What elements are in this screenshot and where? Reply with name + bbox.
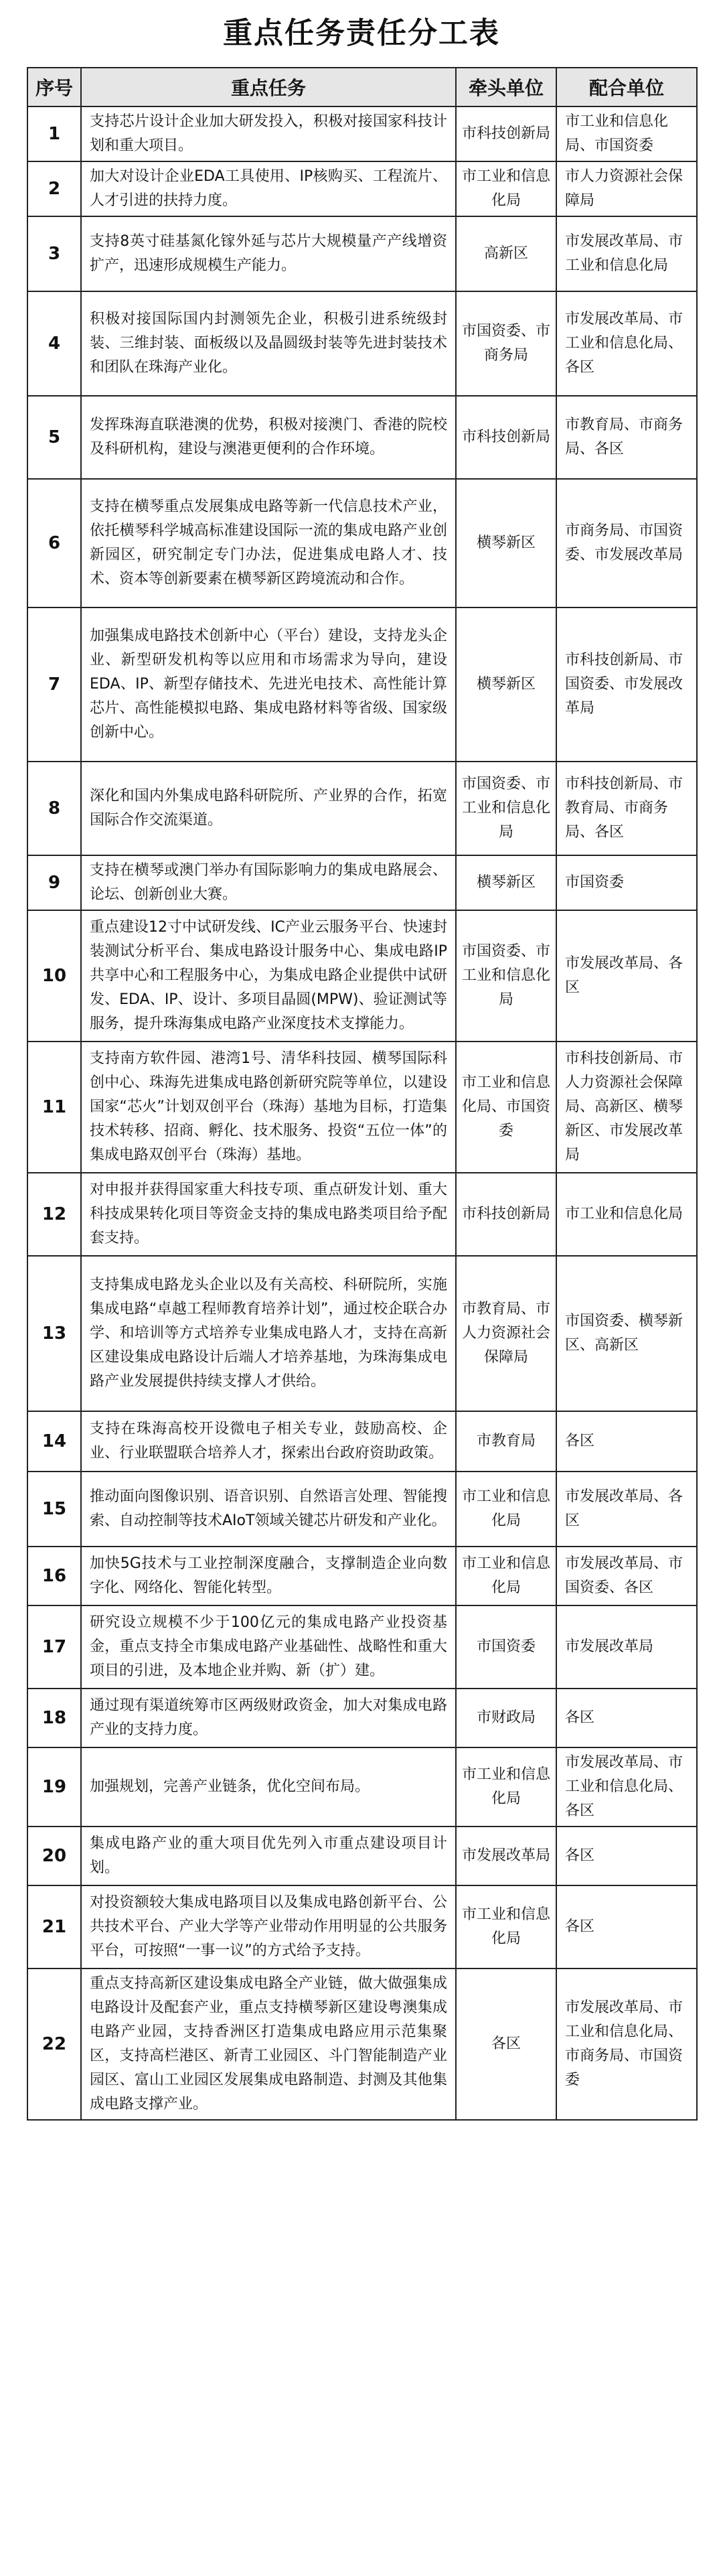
table-row [27, 1256, 697, 1411]
table-body [27, 106, 697, 2120]
lead-unit-cell: 市发展改革局 [456, 1827, 556, 1885]
table-row [27, 106, 697, 161]
lead-unit-cell: 市财政局 [456, 1689, 556, 1747]
coop-unit-cell: 各区 [556, 1885, 697, 1969]
row-number: 21 [27, 1885, 81, 1969]
coop-unit-cell: 市发展改革局 [556, 1605, 697, 1689]
table-row [27, 1827, 697, 1885]
table-row [27, 1173, 697, 1256]
table-row [27, 396, 697, 479]
task-cell: 重点支持高新区建设集成电路全产业链，做大做强集成电路设计及配套产业，重点支持横琴新区建设粤澳集成电路产业园，支持香洲区打造集成电路应用示范集聚区，支持高栏港区、新青工业园区、斗门智能制造产业园区、富山工业园区发展集成电路制造、封测及其他集成电路支撑产业。 [81, 1969, 456, 2120]
coop-unit-cell: 各区 [556, 1827, 697, 1885]
task-cell: 加强集成电路技术创新中心（平台）建设，支持龙头企业、新型研发机构等以应用和市场需求为导向，建设EDA、IP、新型存储技术、先进光电技术、高性能计算芯片、高性能模拟电路、集成电路材料等省级、国家级创新中心。 [81, 607, 456, 762]
coop-unit-cell: 市发展改革局、各区 [556, 910, 697, 1042]
coop-unit-cell: 市工业和信息化局、市国资委 [556, 106, 697, 161]
coop-unit-cell: 市科技创新局、市人力资源社会保障局、高新区、横琴新区、市发展改革局 [556, 1042, 697, 1173]
row-number: 17 [27, 1605, 81, 1689]
page-title: 重点任务责任分工表 [223, 16, 500, 50]
coop-unit-cell: 市发展改革局、市国资委、各区 [556, 1547, 697, 1605]
coop-unit-cell: 市教育局、市商务局、各区 [556, 396, 697, 479]
task-cell: 推动面向图像识别、语音识别、自然语言处理、智能搜索、自动控制等技术AIoT领域关键芯片研发和产业化。 [81, 1472, 456, 1547]
task-cell: 研究设立规模不少于100亿元的集成电路产业投资基金，重点支持全市集成电路产业基础性、战略性和重大项目的引进，及本地企业并购、新（扩）建。 [81, 1605, 456, 1689]
table-row [27, 607, 697, 762]
responsibility-table [27, 67, 698, 2121]
lead-unit-cell: 市科技创新局 [456, 1173, 556, 1256]
lead-unit-cell: 市工业和信息化局 [456, 1472, 556, 1547]
task-cell: 集成电路产业的重大项目优先列入市重点建设项目计划。 [81, 1827, 456, 1885]
coop-unit-cell: 各区 [556, 1689, 697, 1747]
header-task: 重点任务 [81, 68, 456, 106]
row-number: 12 [27, 1173, 81, 1256]
task-cell: 支持芯片设计企业加大研发投入，积极对接国家科技计划和重大项目。 [81, 106, 456, 161]
row-number: 22 [27, 1969, 81, 2120]
row-number: 14 [27, 1411, 81, 1472]
task-cell: 加大对设计企业EDA工具使用、IP核购买、工程流片、人才引进的扶持力度。 [81, 161, 456, 216]
table-row [27, 1042, 697, 1173]
coop-unit-cell: 市发展改革局、市工业和信息化局、各区 [556, 291, 697, 396]
lead-unit-cell: 市国资委、市商务局 [456, 291, 556, 396]
row-number: 2 [27, 161, 81, 216]
table-row [27, 1547, 697, 1605]
table-row [27, 1472, 697, 1547]
row-number: 4 [27, 291, 81, 396]
coop-unit-cell: 市发展改革局、市工业和信息化局 [556, 216, 697, 291]
lead-unit-cell: 横琴新区 [456, 479, 556, 607]
row-number: 3 [27, 216, 81, 291]
task-cell: 支持在横琴重点发展集成电路等新一代信息技术产业，依托横琴科学城高标准建设国际一流的集成电路产业创新园区，研究制定专门办法，促进集成电路人才、技术、资本等创新要素在横琴新区跨境流动和合作。 [81, 479, 456, 607]
row-number: 10 [27, 910, 81, 1042]
header-coop: 配合单位 [556, 68, 697, 106]
lead-unit-cell: 高新区 [456, 216, 556, 291]
task-cell: 通过现有渠道统筹市区两级财政资金，加大对集成电路产业的支持力度。 [81, 1689, 456, 1747]
coop-unit-cell: 市发展改革局、市工业和信息化局、市商务局、市国资委 [556, 1969, 697, 2120]
table-row [27, 910, 697, 1042]
row-number: 11 [27, 1042, 81, 1173]
row-number: 20 [27, 1827, 81, 1885]
coop-unit-cell: 市工业和信息化局 [556, 1173, 697, 1256]
lead-unit-cell: 横琴新区 [456, 607, 556, 762]
table-row [27, 1747, 697, 1827]
task-cell: 支持集成电路龙头企业以及有关高校、科研院所，实施集成电路“卓越工程师教育培养计划”，通过校企联合办学、和培训等方式培养专业集成电路人才，支持在高新区建设集成电路设计后端人才培养基地，为珠海集成电路产业发展提供持续支撑人才供给。 [81, 1256, 456, 1411]
header-lead: 牵头单位 [456, 68, 556, 106]
lead-unit-cell: 市教育局 [456, 1411, 556, 1472]
coop-unit-cell: 市人力资源社会保障局 [556, 161, 697, 216]
lead-unit-cell: 各区 [456, 1969, 556, 2120]
task-cell: 支持在横琴或澳门举办有国际影响力的集成电路展会、论坛、创新创业大赛。 [81, 855, 456, 910]
table-row [27, 1969, 697, 2120]
row-number: 18 [27, 1689, 81, 1747]
lead-unit-cell: 市工业和信息化局、市国资委 [456, 1042, 556, 1173]
table-row [27, 1885, 697, 1969]
coop-unit-cell: 市国资委 [556, 855, 697, 910]
lead-unit-cell: 市国资委、市工业和信息化局 [456, 910, 556, 1042]
coop-unit-cell: 市商务局、市国资委、市发展改革局 [556, 479, 697, 607]
task-cell: 支持南方软件园、港湾1号、清华科技园、横琴国际科创中心、珠海先进集成电路创新研究院等单位，以建设国家“芯火”计划双创平台（珠海）基地为目标，打造集技术转移、招商、孵化、技术服务、投资“五位一体”的集成电路双创平台（珠海）基地。 [81, 1042, 456, 1173]
table-row [27, 216, 697, 291]
row-number: 1 [27, 106, 81, 161]
lead-unit-cell: 市国资委 [456, 1605, 556, 1689]
row-number: 9 [27, 855, 81, 910]
header-no: 序号 [27, 68, 81, 106]
row-number: 13 [27, 1256, 81, 1411]
task-cell: 积极对接国际国内封测领先企业，积极引进系统级封装、三维封装、面板级以及晶圆级封装等先进封装技术和团队在珠海产业化。 [81, 291, 456, 396]
table-header [27, 68, 697, 106]
task-cell: 加快5G技术与工业控制深度融合，支撑制造企业向数字化、网络化、智能化转型。 [81, 1547, 456, 1605]
lead-unit-cell: 横琴新区 [456, 855, 556, 910]
coop-unit-cell: 市科技创新局、市国资委、市发展改革局 [556, 607, 697, 762]
table-row [27, 1411, 697, 1472]
table-row [27, 291, 697, 396]
lead-unit-cell: 市科技创新局 [456, 396, 556, 479]
row-number: 16 [27, 1547, 81, 1605]
task-cell: 重点建设12寸中试研发线、IC产业云服务平台、快速封装测试分析平台、集成电路设计服务中心、集成电路IP共享中心和工程服务中心，为集成电路企业提供中试研发、EDA、IP、设计、多项目晶圆(MPW)、验证测试等服务，提升珠海集成电路产业深度技术支撑能力。 [81, 910, 456, 1042]
coop-unit-cell: 市科技创新局、市教育局、市商务局、各区 [556, 762, 697, 855]
row-number: 7 [27, 607, 81, 762]
lead-unit-cell: 市工业和信息化局 [456, 161, 556, 216]
task-cell: 支持8英寸硅基氮化镓外延与芯片大规模量产产线增资扩产，迅速形成规模生产能力。 [81, 216, 456, 291]
lead-unit-cell: 市国资委、市工业和信息化局 [456, 762, 556, 855]
table-row [27, 161, 697, 216]
coop-unit-cell: 市发展改革局、各区 [556, 1472, 697, 1547]
task-cell: 对申报并获得国家重大科技专项、重点研发计划、重大科技成果转化项目等资金支持的集成电路类项目给予配套支持。 [81, 1173, 456, 1256]
task-cell: 加强规划，完善产业链条，优化空间布局。 [81, 1747, 456, 1827]
task-cell: 深化和国内外集成电路科研院所、产业界的合作，拓宽国际合作交流渠道。 [81, 762, 456, 855]
table-row [27, 855, 697, 910]
table-row [27, 1689, 697, 1747]
task-cell: 支持在珠海高校开设微电子相关专业，鼓励高校、企业、行业联盟联合培养人才，探索出台政府资助政策。 [81, 1411, 456, 1472]
coop-unit-cell: 市发展改革局、市工业和信息化局、各区 [556, 1747, 697, 1827]
lead-unit-cell: 市科技创新局 [456, 106, 556, 161]
table-row [27, 762, 697, 855]
lead-unit-cell: 市工业和信息化局 [456, 1747, 556, 1827]
table-header-row [27, 68, 697, 106]
lead-unit-cell: 市工业和信息化局 [456, 1547, 556, 1605]
table-row [27, 1605, 697, 1689]
row-number: 8 [27, 762, 81, 855]
coop-unit-cell: 各区 [556, 1411, 697, 1472]
row-number: 6 [27, 479, 81, 607]
table-row [27, 479, 697, 607]
lead-unit-cell: 市教育局、市人力资源社会保障局 [456, 1256, 556, 1411]
coop-unit-cell: 市国资委、横琴新区、高新区 [556, 1256, 697, 1411]
row-number: 5 [27, 396, 81, 479]
lead-unit-cell: 市工业和信息化局 [456, 1885, 556, 1969]
row-number: 19 [27, 1747, 81, 1827]
row-number: 15 [27, 1472, 81, 1547]
task-cell: 对投资额较大集成电路项目以及集成电路创新平台、公共技术平台、产业大学等产业带动作用明显的公共服务平台，可按照“一事一议”的方式给予支持。 [81, 1885, 456, 1969]
task-cell: 发挥珠海直联港澳的优势，积极对接澳门、香港的院校及科研机构，建设与澳港更便利的合作环境。 [81, 396, 456, 479]
